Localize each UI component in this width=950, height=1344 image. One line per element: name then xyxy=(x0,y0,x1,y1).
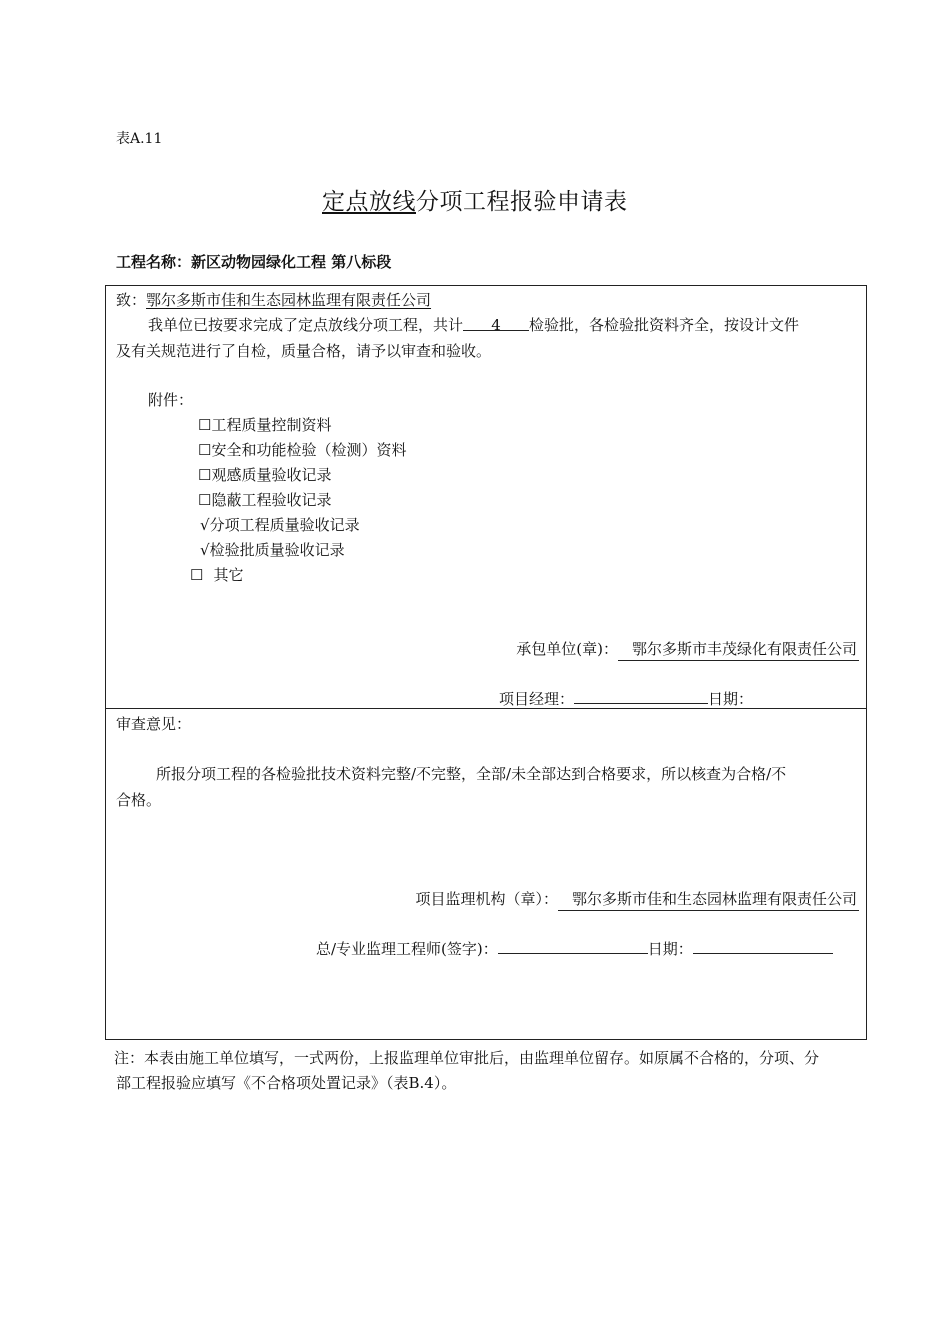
review-opinion-line-1: 所报分项工程的各检验批技术资料完整/不完整，全部/未全部达到合格要求，所以核查为合格/不 xyxy=(156,765,787,783)
title-subject: 定点放线 xyxy=(322,189,416,215)
attachment-item[interactable] xyxy=(200,514,360,535)
checkbox-icon: ☐ xyxy=(190,566,204,584)
contractor-row xyxy=(516,638,859,661)
review-label: 审查意见： xyxy=(116,715,192,733)
review-date-label: 日期： xyxy=(647,940,693,958)
addressee-value: 鄂尔多斯市佳和生态园林监理有限责任公司 xyxy=(146,291,432,309)
project-value: 新区动物园绿化工程 第八标段 xyxy=(191,253,392,271)
contractor-value: 鄂尔多斯市丰茂绿化有限责任公司 xyxy=(618,638,859,661)
attachment-label: 检验批质量验收记录 xyxy=(209,541,345,559)
manager-date-label: 日期： xyxy=(708,690,754,708)
checkbox-icon: ☐ xyxy=(198,466,212,484)
attachment-item[interactable] xyxy=(198,464,331,485)
form-code: 表A.11 xyxy=(116,131,163,147)
checkbox-icon: ☐ xyxy=(198,441,212,459)
batch-count-field[interactable] xyxy=(463,316,529,334)
engineer-signature-field[interactable] xyxy=(498,939,648,954)
review-opinion-line-2: 合格。 xyxy=(116,791,162,809)
checkbox-icon: ☐ xyxy=(198,491,212,509)
attachment-label: 分项工程质量验收记录 xyxy=(209,516,360,534)
addressee-row xyxy=(116,289,431,310)
engineer-row xyxy=(316,938,833,959)
attachment-item[interactable] xyxy=(190,564,243,585)
attachment-item[interactable] xyxy=(198,414,331,435)
application-text-b: 检验批，各检验批资料齐全，按设计文件 xyxy=(529,316,800,334)
page-title xyxy=(322,183,628,216)
attachment-label: 隐蔽工程验收记录 xyxy=(211,491,332,509)
supervision-org-label: 项目监理机构（章）： xyxy=(415,890,558,908)
attachment-item[interactable] xyxy=(198,489,331,510)
contractor-label: 承包单位(章)： xyxy=(516,640,618,658)
manager-row xyxy=(499,688,753,709)
application-line-1 xyxy=(148,314,799,335)
note-line-2: 部工程报验应填写《不合格项处置记录》（表B.4）。 xyxy=(116,1074,457,1092)
checkbox-icon: ☐ xyxy=(198,416,212,434)
attachment-label: 观感质量验收记录 xyxy=(211,466,332,484)
engineer-label: 总/专业监理工程师(签字)： xyxy=(316,940,498,958)
application-line-2: 及有关规范进行了自检，质量合格，请予以审查和验收。 xyxy=(116,342,492,360)
attachment-item[interactable] xyxy=(198,439,406,460)
attachment-label: 其它 xyxy=(213,566,244,584)
check-icon: √ xyxy=(200,541,210,559)
project-label: 工程名称： xyxy=(116,253,192,271)
manager-label: 项目经理： xyxy=(499,690,575,708)
check-icon: √ xyxy=(200,516,210,534)
note-line-1: 注：本表由施工单位填写，一式两份，上报监理单位审批后，由监理单位留存。如原属不合格的，分项、分 xyxy=(114,1049,820,1067)
attachment-label: 安全和功能检验（检测）资料 xyxy=(211,441,407,459)
addressee-label: 致： xyxy=(116,291,147,309)
supervision-org-row xyxy=(415,888,859,911)
batch-count-value: 4 xyxy=(491,316,501,334)
attachment-item[interactable] xyxy=(200,539,345,560)
supervision-org-value: 鄂尔多斯市佳和生态园林监理有限责任公司 xyxy=(558,888,859,911)
attachment-label: 工程质量控制资料 xyxy=(211,416,332,434)
manager-signature-field[interactable] xyxy=(574,689,708,704)
form-table xyxy=(105,285,867,1040)
title-rest: 分项工程报验申请表 xyxy=(416,189,628,215)
project-name-row xyxy=(116,251,391,272)
attachments-label: 附件： xyxy=(148,391,194,409)
application-text-a: 我单位已按要求完成了定点放线分项工程，共计 xyxy=(148,316,464,334)
review-date-field[interactable] xyxy=(693,939,833,954)
